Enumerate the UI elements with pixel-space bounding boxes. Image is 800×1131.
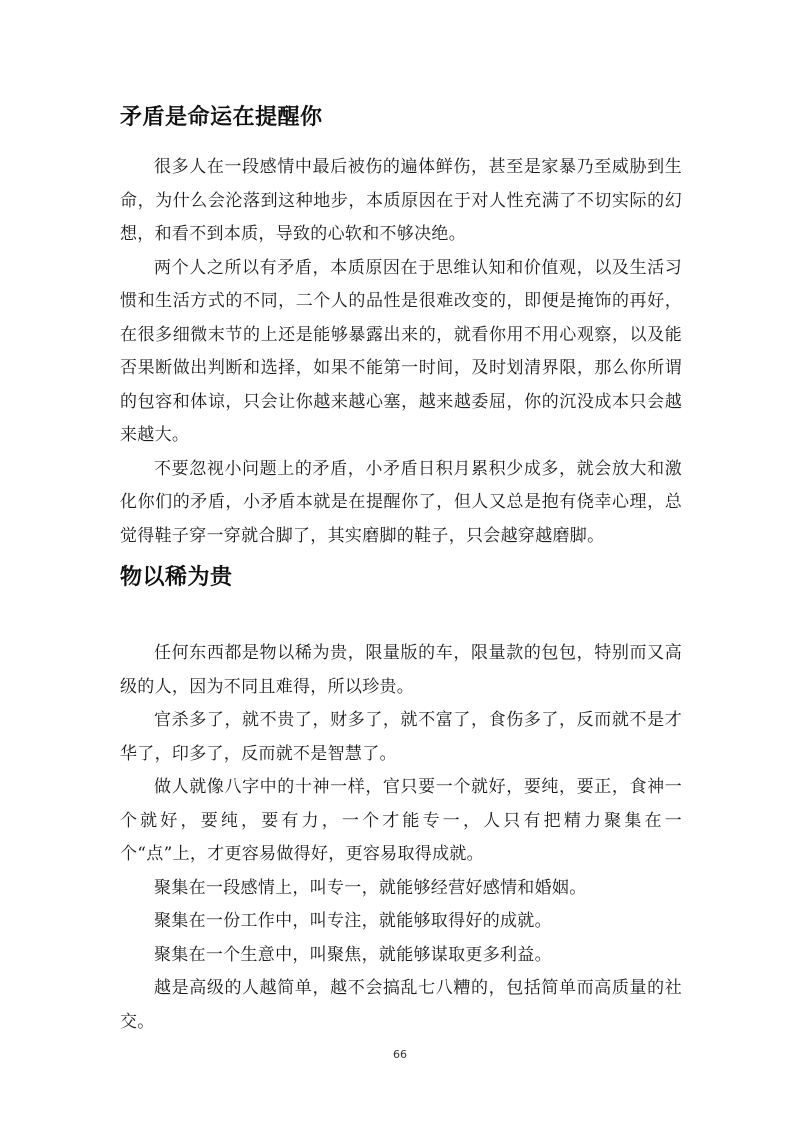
paragraph: 聚集在一份工作中，叫专注，就能够取得好的成就。 [154, 911, 552, 931]
paragraph: 聚集在一个生意中，叫聚焦，就能够谋取更多利益。 [154, 944, 552, 965]
paragraph: 两个人之所以有矛盾，本质原因在于思维认知和价值观，以及生活习惯和生活方式的不同，二个人的品性是很难改变的，即便是掩饰的再好，在很多细微末节的上还是能够暴露出来的，就看你用不用心观察，以及能否果断做出判断和选择，如果不能第一时间，及时划清界限，那么你所谓的包容和体谅，只会让你越来越心塞，越来越委屈，你的沉没成本只会越来越大。 [120, 257, 682, 445]
section-body-scarcity [120, 637, 682, 1039]
section-title-contradiction: 矛盾是命运在提醒你 [120, 105, 323, 130]
paragraph: 官杀多了，就不贵了，财多了，就不富了，食伤多了，反而就不是才华了，印多了，反而就不是智慧了。 [120, 710, 682, 764]
paragraph: 不要忽视小问题上的矛盾，小矛盾日积月累积少成多，就会放大和激化你们的矛盾，小矛盾本就是在提醒你了，但人又总是抱有侥幸心理，总觉得鞋子穿一穿就合脚了，其实磨脚的鞋子，只会越穿越磨脚。 [120, 458, 682, 546]
paragraph: 聚集在一段感情上，叫专一，就能够经营好感情和婚姻。 [154, 877, 587, 898]
section-body-contradiction [120, 151, 682, 553]
paragraph: 做人就像八字中的十神一样，官只要一个就好，要纯，要正，食神一个就好，要纯，要有力，一个才能专一，人只有把精力聚集在一个“点”上，才更容易做得好，更容易取得成就。 [120, 777, 682, 864]
page-number: 66 [393, 1048, 407, 1061]
section-title-scarcity: 物以稀为贵 [120, 565, 233, 590]
paragraph: 很多人在一段感情中最后被伤的遍体鲜伤，甚至是家暴乃至威胁到生命，为什么会沦落到这种地步，本质原因在于对人性充满了不切实际的幻想，和看不到本质，导致的心软和不够决绝。 [120, 157, 682, 244]
paragraph: 任何东西都是物以稀为贵，限量版的车，限量款的包包，特别而又高级的人，因为不同且难得，所以珍贵。 [120, 643, 682, 697]
paragraph: 越是高级的人越简单，越不会搞乱七八糟的，包括简单而高质量的社交。 [120, 978, 682, 1032]
